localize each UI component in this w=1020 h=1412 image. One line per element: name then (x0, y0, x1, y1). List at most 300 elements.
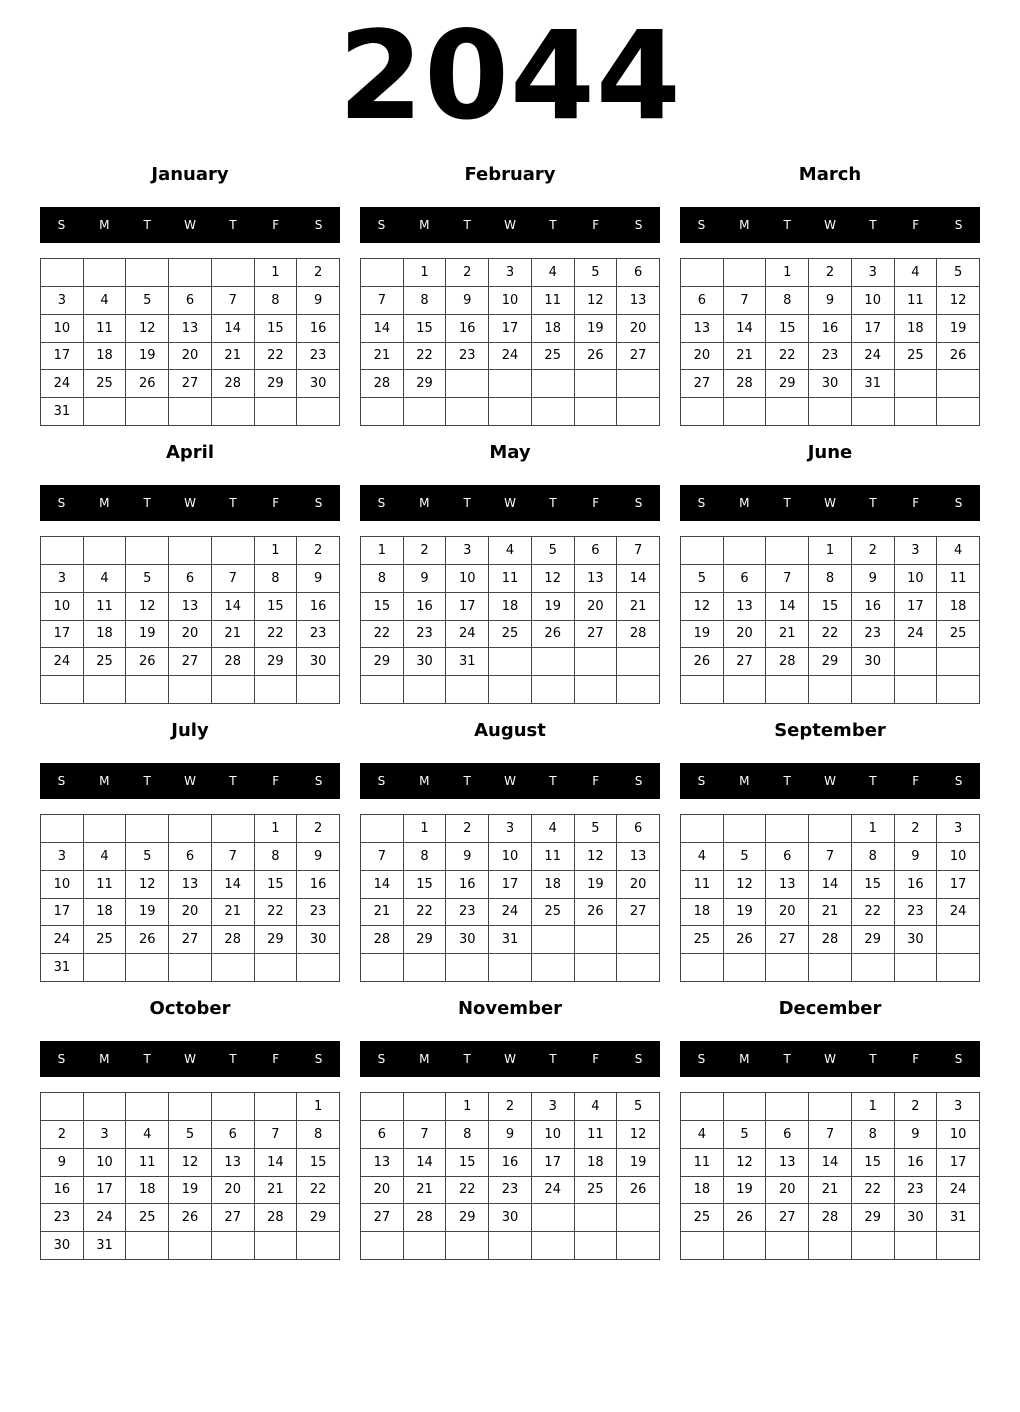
weekday-label: T (463, 1052, 471, 1066)
empty-day-cell (617, 926, 660, 954)
day-cell: 20 (724, 621, 767, 649)
empty-day-cell (937, 1232, 980, 1260)
day-cell: 21 (724, 343, 767, 371)
weekday-label: F (272, 496, 280, 510)
day-cell: 21 (809, 899, 852, 927)
day-cell: 18 (681, 1177, 724, 1205)
empty-day-cell (937, 926, 980, 954)
day-cell: 19 (617, 1149, 660, 1177)
empty-day-cell (766, 676, 809, 704)
day-cell: 13 (575, 565, 618, 593)
empty-day-cell (212, 1232, 255, 1260)
day-cell: 20 (617, 871, 660, 899)
day-cell: 23 (41, 1204, 84, 1232)
weekday-label: M (419, 1052, 430, 1066)
day-cell: 15 (852, 871, 895, 899)
day-cell: 2 (809, 259, 852, 287)
day-cell: 28 (212, 926, 255, 954)
weekday-label: F (912, 496, 920, 510)
day-cell: 11 (937, 565, 980, 593)
day-cell: 18 (895, 315, 938, 343)
empty-day-cell (169, 676, 212, 704)
day-cell: 31 (937, 1204, 980, 1232)
empty-day-cell (41, 676, 84, 704)
day-cell: 25 (681, 1204, 724, 1232)
day-cell: 28 (617, 621, 660, 649)
day-cell: 25 (126, 1204, 169, 1232)
day-cell: 13 (169, 593, 212, 621)
day-grid (40, 258, 340, 426)
empty-day-cell (724, 259, 767, 287)
day-cell: 1 (361, 537, 404, 565)
day-cell: 9 (809, 287, 852, 315)
day-cell: 12 (126, 315, 169, 343)
month-name: September (774, 720, 886, 741)
empty-day-cell (404, 1232, 447, 1260)
empty-day-cell (169, 1232, 212, 1260)
day-cell: 11 (126, 1149, 169, 1177)
day-cell: 10 (895, 565, 938, 593)
weekday-header (40, 1041, 340, 1077)
day-cell: 21 (617, 593, 660, 621)
day-cell: 6 (169, 565, 212, 593)
empty-day-cell (361, 1232, 404, 1260)
day-cell: 7 (212, 565, 255, 593)
day-cell: 8 (255, 287, 298, 315)
day-cell: 4 (681, 843, 724, 871)
month-name: November (457, 998, 563, 1019)
day-cell: 4 (532, 259, 575, 287)
weekday-label: T (229, 496, 237, 510)
day-cell: 7 (766, 565, 809, 593)
weekday-label: M (739, 1052, 750, 1066)
empty-day-cell (617, 954, 660, 982)
day-cell: 29 (446, 1204, 489, 1232)
day-cell: 23 (446, 343, 489, 371)
day-cell: 29 (255, 648, 298, 676)
empty-day-cell (404, 954, 447, 982)
day-cell: 15 (255, 315, 298, 343)
weekday-label: T (869, 496, 877, 510)
day-cell: 16 (446, 871, 489, 899)
day-cell: 15 (255, 871, 298, 899)
empty-day-cell (617, 676, 660, 704)
day-cell: 1 (766, 259, 809, 287)
empty-day-cell (575, 926, 618, 954)
day-cell: 4 (575, 1093, 618, 1121)
empty-day-cell (617, 370, 660, 398)
day-cell: 9 (404, 565, 447, 593)
day-cell: 14 (404, 1149, 447, 1177)
day-cell: 25 (489, 621, 532, 649)
empty-day-cell (852, 398, 895, 426)
weekday-label: T (463, 218, 471, 232)
day-cell: 1 (255, 259, 298, 287)
day-cell: 5 (617, 1093, 660, 1121)
day-cell: 27 (575, 621, 618, 649)
month-name: December (778, 998, 882, 1019)
empty-day-cell (937, 398, 980, 426)
day-cell: 17 (41, 621, 84, 649)
day-cell: 25 (895, 343, 938, 371)
day-cell: 2 (446, 259, 489, 287)
day-cell: 19 (575, 871, 618, 899)
day-cell: 24 (41, 926, 84, 954)
day-cell: 28 (212, 648, 255, 676)
month-april (40, 438, 340, 708)
weekday-label: W (504, 774, 516, 788)
day-cell: 3 (489, 815, 532, 843)
empty-day-cell (724, 398, 767, 426)
empty-day-cell (766, 815, 809, 843)
day-cell: 24 (489, 343, 532, 371)
day-cell: 8 (852, 843, 895, 871)
empty-day-cell (126, 259, 169, 287)
day-cell: 9 (297, 287, 340, 315)
weekday-label: T (229, 1052, 237, 1066)
day-grid (360, 1092, 660, 1260)
weekday-header (680, 1041, 980, 1077)
day-cell: 14 (361, 871, 404, 899)
empty-day-cell (361, 1093, 404, 1121)
day-cell: 23 (809, 343, 852, 371)
day-cell: 28 (404, 1204, 447, 1232)
day-cell: 19 (169, 1177, 212, 1205)
day-cell: 11 (84, 871, 127, 899)
empty-day-cell (724, 815, 767, 843)
empty-day-cell (255, 1232, 298, 1260)
day-cell: 28 (809, 926, 852, 954)
day-cell: 6 (766, 1121, 809, 1149)
weekday-label: S (57, 1052, 66, 1066)
day-cell: 22 (809, 621, 852, 649)
day-cell: 14 (212, 315, 255, 343)
empty-day-cell (937, 370, 980, 398)
empty-day-cell (489, 954, 532, 982)
day-grid (680, 536, 980, 704)
day-cell: 28 (724, 370, 767, 398)
day-cell: 22 (255, 899, 298, 927)
weekday-label: W (824, 218, 836, 232)
day-cell: 3 (489, 259, 532, 287)
day-cell: 24 (84, 1204, 127, 1232)
empty-day-cell (446, 398, 489, 426)
day-cell: 22 (255, 621, 298, 649)
day-cell: 21 (212, 343, 255, 371)
day-cell: 18 (532, 871, 575, 899)
day-cell: 12 (575, 287, 618, 315)
day-cell: 15 (446, 1149, 489, 1177)
weekday-label: S (377, 218, 386, 232)
weekday-label: S (954, 218, 963, 232)
day-cell: 16 (297, 315, 340, 343)
day-cell: 15 (852, 1149, 895, 1177)
day-cell: 30 (297, 370, 340, 398)
day-cell: 31 (489, 926, 532, 954)
weekday-header (40, 207, 340, 243)
day-cell: 1 (446, 1093, 489, 1121)
day-cell: 6 (681, 287, 724, 315)
day-cell: 24 (446, 621, 489, 649)
day-cell: 31 (41, 398, 84, 426)
empty-day-cell (895, 954, 938, 982)
day-cell: 17 (489, 315, 532, 343)
month-february (360, 160, 660, 430)
day-cell: 6 (617, 815, 660, 843)
empty-day-cell (255, 1093, 298, 1121)
day-cell: 7 (724, 287, 767, 315)
empty-day-cell (361, 954, 404, 982)
weekday-header (360, 763, 660, 799)
empty-day-cell (895, 676, 938, 704)
empty-day-cell (41, 1093, 84, 1121)
day-cell: 16 (297, 593, 340, 621)
month-november (360, 994, 660, 1264)
day-cell: 7 (212, 843, 255, 871)
empty-day-cell (169, 815, 212, 843)
day-cell: 18 (575, 1149, 618, 1177)
day-cell: 5 (724, 843, 767, 871)
weekday-label: M (99, 774, 110, 788)
day-cell: 26 (617, 1177, 660, 1205)
day-cell: 4 (126, 1121, 169, 1149)
day-cell: 1 (255, 815, 298, 843)
weekday-label: M (739, 774, 750, 788)
empty-day-cell (895, 370, 938, 398)
empty-day-cell (212, 954, 255, 982)
day-cell: 15 (766, 315, 809, 343)
day-cell: 3 (41, 287, 84, 315)
day-cell: 11 (489, 565, 532, 593)
empty-day-cell (212, 537, 255, 565)
weekday-label: F (272, 218, 280, 232)
empty-day-cell (809, 676, 852, 704)
day-cell: 9 (297, 843, 340, 871)
day-cell: 11 (895, 287, 938, 315)
empty-day-cell (84, 815, 127, 843)
month-may (360, 438, 660, 708)
day-cell: 3 (895, 537, 938, 565)
day-cell: 12 (724, 1149, 767, 1177)
day-cell: 1 (404, 815, 447, 843)
day-cell: 7 (809, 843, 852, 871)
day-cell: 2 (41, 1121, 84, 1149)
day-cell: 19 (937, 315, 980, 343)
weekday-header (40, 485, 340, 521)
day-cell: 12 (169, 1149, 212, 1177)
day-cell: 22 (766, 343, 809, 371)
day-cell: 27 (617, 899, 660, 927)
day-cell: 22 (852, 899, 895, 927)
day-cell: 12 (126, 871, 169, 899)
empty-day-cell (895, 398, 938, 426)
day-cell: 29 (809, 648, 852, 676)
day-cell: 3 (446, 537, 489, 565)
day-cell: 10 (852, 287, 895, 315)
day-cell: 5 (169, 1121, 212, 1149)
day-cell: 17 (852, 315, 895, 343)
empty-day-cell (575, 954, 618, 982)
day-cell: 14 (809, 871, 852, 899)
day-cell: 3 (937, 815, 980, 843)
day-cell: 12 (681, 593, 724, 621)
month-name: October (149, 998, 231, 1019)
empty-day-cell (297, 398, 340, 426)
day-cell: 9 (852, 565, 895, 593)
weekday-label: W (504, 218, 516, 232)
day-cell: 13 (212, 1149, 255, 1177)
day-cell: 2 (297, 815, 340, 843)
empty-day-cell (84, 954, 127, 982)
day-cell: 23 (297, 621, 340, 649)
empty-day-cell (84, 398, 127, 426)
day-cell: 27 (169, 926, 212, 954)
month-august (360, 716, 660, 986)
empty-day-cell (126, 1232, 169, 1260)
day-cell: 13 (169, 871, 212, 899)
day-cell: 14 (361, 315, 404, 343)
weekday-header (680, 207, 980, 243)
day-cell: 11 (532, 287, 575, 315)
day-cell: 27 (766, 1204, 809, 1232)
weekday-label: W (184, 496, 196, 510)
day-cell: 5 (937, 259, 980, 287)
day-cell: 5 (126, 287, 169, 315)
day-cell: 21 (766, 621, 809, 649)
empty-day-cell (489, 1232, 532, 1260)
day-cell: 4 (895, 259, 938, 287)
day-cell: 5 (681, 565, 724, 593)
weekday-label: F (592, 496, 600, 510)
empty-day-cell (575, 676, 618, 704)
empty-day-cell (446, 1232, 489, 1260)
day-cell: 6 (617, 259, 660, 287)
day-cell: 11 (575, 1121, 618, 1149)
day-cell: 17 (41, 343, 84, 371)
day-cell: 24 (937, 1177, 980, 1205)
weekday-label: W (184, 218, 196, 232)
day-cell: 24 (489, 899, 532, 927)
day-cell: 25 (575, 1177, 618, 1205)
day-cell: 5 (724, 1121, 767, 1149)
day-cell: 19 (724, 899, 767, 927)
day-cell: 1 (297, 1093, 340, 1121)
empty-day-cell (126, 537, 169, 565)
day-cell: 2 (895, 815, 938, 843)
day-cell: 6 (212, 1121, 255, 1149)
day-cell: 14 (212, 593, 255, 621)
empty-day-cell (681, 815, 724, 843)
empty-day-cell (937, 954, 980, 982)
day-cell: 1 (809, 537, 852, 565)
day-cell: 25 (681, 926, 724, 954)
day-cell: 6 (766, 843, 809, 871)
empty-day-cell (41, 259, 84, 287)
day-cell: 21 (809, 1177, 852, 1205)
weekday-label: S (377, 496, 386, 510)
empty-day-cell (212, 676, 255, 704)
day-cell: 18 (937, 593, 980, 621)
empty-day-cell (532, 1232, 575, 1260)
day-cell: 8 (766, 287, 809, 315)
day-grid (680, 1092, 980, 1260)
day-cell: 30 (809, 370, 852, 398)
day-cell: 20 (575, 593, 618, 621)
day-cell: 30 (895, 926, 938, 954)
day-cell: 15 (809, 593, 852, 621)
day-cell: 18 (532, 315, 575, 343)
day-cell: 5 (575, 815, 618, 843)
day-cell: 1 (404, 259, 447, 287)
day-grid (360, 814, 660, 982)
day-cell: 3 (852, 259, 895, 287)
weekday-label: S (314, 496, 323, 510)
day-cell: 24 (895, 621, 938, 649)
day-cell: 20 (169, 343, 212, 371)
day-cell: 24 (937, 899, 980, 927)
empty-day-cell (681, 398, 724, 426)
day-cell: 25 (937, 621, 980, 649)
day-cell: 26 (169, 1204, 212, 1232)
day-cell: 7 (617, 537, 660, 565)
day-cell: 9 (41, 1149, 84, 1177)
day-cell: 7 (361, 843, 404, 871)
empty-day-cell (255, 676, 298, 704)
day-cell: 4 (681, 1121, 724, 1149)
day-cell: 13 (617, 843, 660, 871)
empty-day-cell (446, 954, 489, 982)
empty-day-cell (126, 398, 169, 426)
month-name: June (807, 442, 853, 463)
day-cell: 1 (852, 815, 895, 843)
weekday-label: S (377, 774, 386, 788)
weekday-header (360, 207, 660, 243)
empty-day-cell (724, 954, 767, 982)
empty-day-cell (297, 1232, 340, 1260)
day-cell: 3 (937, 1093, 980, 1121)
day-cell: 11 (681, 1149, 724, 1177)
day-cell: 14 (724, 315, 767, 343)
empty-day-cell (852, 1232, 895, 1260)
empty-day-cell (255, 954, 298, 982)
empty-day-cell (532, 954, 575, 982)
empty-day-cell (766, 537, 809, 565)
day-cell: 30 (852, 648, 895, 676)
empty-day-cell (361, 815, 404, 843)
day-cell: 31 (446, 648, 489, 676)
empty-day-cell (809, 954, 852, 982)
empty-day-cell (575, 648, 618, 676)
day-cell: 9 (446, 843, 489, 871)
day-cell: 2 (297, 537, 340, 565)
empty-day-cell (297, 954, 340, 982)
day-cell: 13 (724, 593, 767, 621)
day-cell: 29 (404, 370, 447, 398)
empty-day-cell (255, 398, 298, 426)
day-cell: 25 (84, 370, 127, 398)
day-cell: 20 (361, 1177, 404, 1205)
day-cell: 19 (126, 621, 169, 649)
weekday-label: W (184, 1052, 196, 1066)
weekday-label: T (143, 496, 151, 510)
month-name: April (165, 442, 215, 463)
empty-day-cell (937, 676, 980, 704)
day-cell: 22 (404, 899, 447, 927)
day-cell: 19 (126, 899, 169, 927)
day-cell: 16 (404, 593, 447, 621)
day-cell: 14 (809, 1149, 852, 1177)
empty-day-cell (297, 676, 340, 704)
